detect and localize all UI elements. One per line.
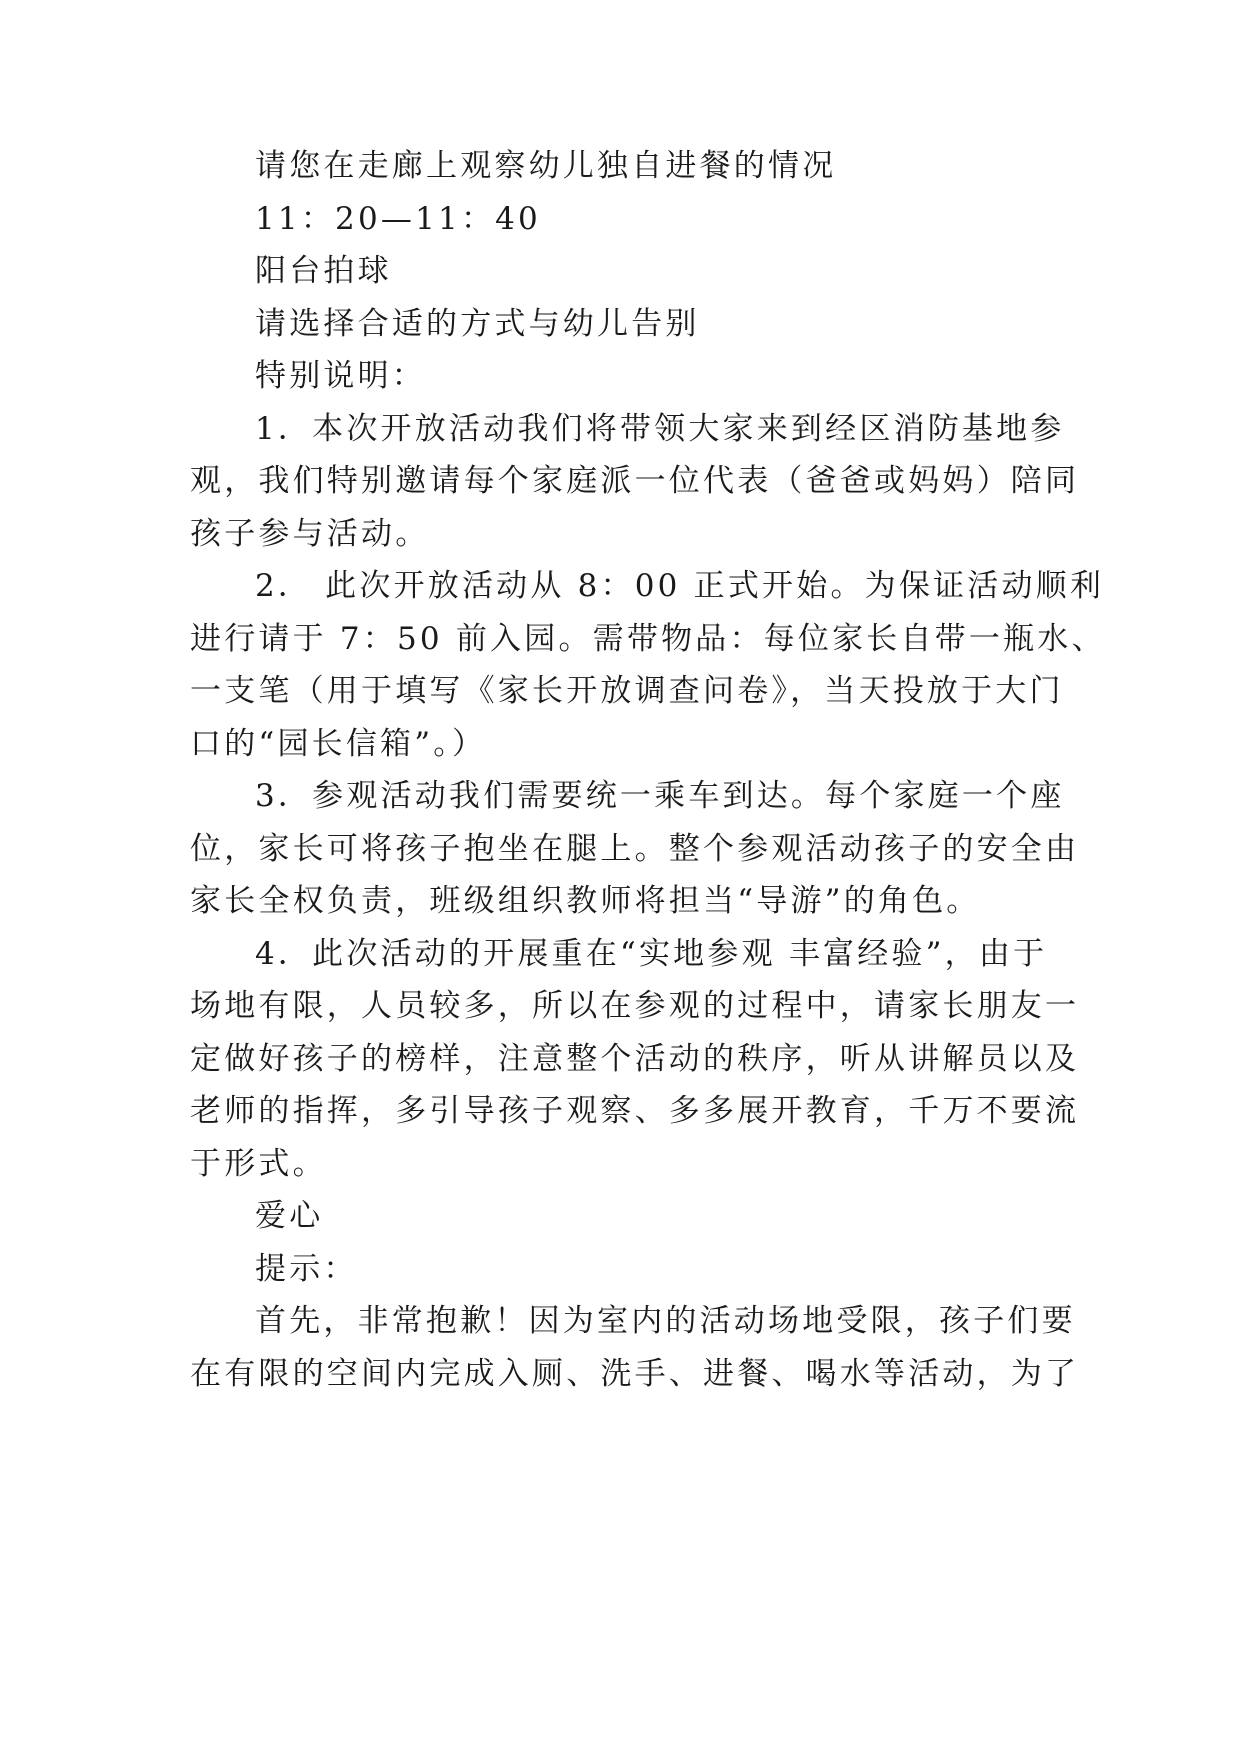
text-line: 进行请于 7：50 前入园。需带物品：每位家长自带一瓶水、 (190, 621, 1106, 657)
text-line: 于形式。 (190, 1146, 327, 1182)
text-line: 3．参观活动我们需要统一乘车到达。每个家庭一个座 (255, 778, 1065, 814)
text-line: 孩子参与活动。 (190, 516, 430, 552)
text-line: 位，家长可将孩子抱坐在腿上。整个参观活动孩子的安全由 (190, 831, 1080, 867)
text-line: 11：20—11：40 (255, 201, 541, 237)
text-line: 场地有限，人员较多，所以在参观的过程中，请家长朋友一 (190, 988, 1080, 1024)
section-heading: 提示： (255, 1251, 358, 1287)
text-line: 一支笔（用于填写《家长开放调查问卷》，当天投放于大门 (190, 673, 1064, 709)
section-heading: 爱心 (255, 1198, 324, 1234)
text-line: 阳台拍球 (255, 253, 392, 289)
text-line: 1．本次开放活动我们将带领大家来到经区消防基地参 (255, 411, 1065, 447)
text-line: 请选择合适的方式与幼儿告别 (255, 306, 700, 342)
text-line: 定做好孩子的榜样，注意整个活动的秩序，听从讲解员以及 (190, 1041, 1080, 1077)
section-heading: 特别说明： (255, 358, 426, 394)
text-line: 首先，非常抱歉！因为室内的活动场地受限，孩子们要 (255, 1303, 1076, 1339)
text-line: 2． 此次开放活动从 8：00 正式开始。为保证活动顺利 (255, 568, 1105, 604)
text-line: 请您在走廊上观察幼儿独自进餐的情况 (255, 148, 837, 184)
text-line: 4．此次活动的开展重在“实地参观 丰富经验”，由于 (255, 936, 1048, 972)
text-line: 家长全权负责，班级组织教师将担当“导游”的角色。 (190, 883, 981, 919)
text-line: 观，我们特别邀请每个家庭派一位代表（爸爸或妈妈）陪同 (190, 463, 1080, 499)
text-line: 老师的指挥，多引导孩子观察、多多展开教育，千万不要流 (190, 1093, 1080, 1129)
text-line: 口的“园长信箱”。） (190, 726, 487, 762)
text-line: 在有限的空间内完成入厕、洗手、进餐、喝水等活动，为了 (190, 1356, 1080, 1392)
